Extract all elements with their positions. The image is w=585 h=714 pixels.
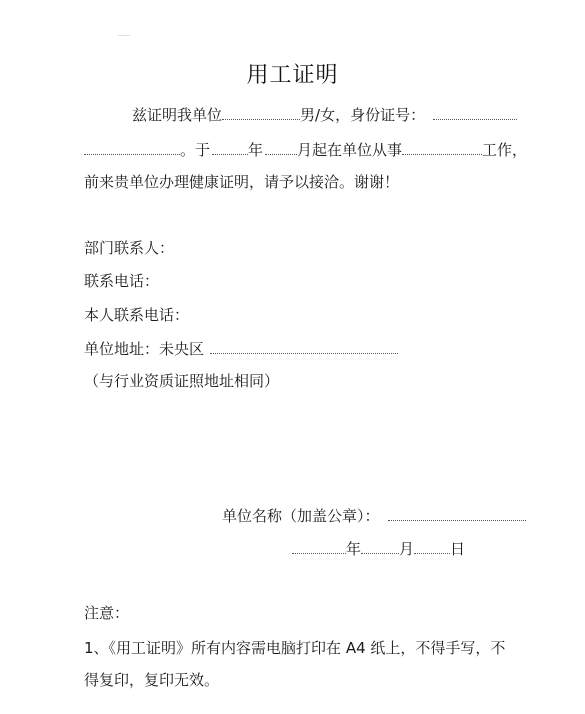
name-blank	[84, 139, 180, 155]
date-line	[292, 538, 465, 558]
body-line-3: 前来贵单位办理健康证明，请予以接洽。谢谢！	[84, 173, 400, 191]
contact-phone-label: 联系电话：	[84, 272, 160, 290]
unit-blank	[222, 104, 300, 120]
date-day-text: 日	[450, 540, 466, 558]
month-blank	[265, 139, 297, 155]
notice-line-1: 1、《用工证明》所有内容需电脑打印在 A4 纸上，不得手写，不	[84, 639, 506, 657]
date-month-blank	[361, 538, 399, 554]
date-month-text: 月	[399, 540, 415, 558]
address-label: 单位地址：	[84, 340, 160, 358]
unit-name-label: 单位名称（加盖公章）：	[222, 507, 380, 525]
id-number-blank	[433, 104, 517, 120]
job-blank	[402, 139, 482, 155]
body-line-2	[84, 139, 527, 159]
body-line-1	[132, 104, 517, 124]
since-text: 。于	[180, 141, 211, 159]
unit-name-line	[222, 505, 526, 525]
year-text: 年	[248, 141, 264, 159]
unit-name-blank	[388, 505, 526, 521]
department-contact-label: 部门联系人：	[84, 239, 175, 257]
job-suffix-text: 工作，	[482, 141, 528, 159]
decorative-mark	[118, 35, 130, 36]
address-line	[84, 338, 398, 358]
address-value: 未央区	[159, 340, 205, 358]
document-title: 用工证明	[246, 63, 339, 88]
work-text: 月起在单位从事	[297, 141, 403, 159]
certify-text: 兹证明我单位	[132, 106, 223, 124]
gender-id-label: 男/女，身份证号：	[300, 106, 426, 124]
address-note: （与行业资质证照地址相同）	[84, 372, 280, 390]
date-day-blank	[414, 538, 450, 554]
notice-title: 注意：	[84, 604, 130, 622]
date-year-text: 年	[346, 540, 362, 558]
date-year-blank	[292, 538, 346, 554]
year-blank	[212, 139, 248, 155]
address-blank	[210, 338, 398, 354]
self-phone-label: 本人联系电话：	[84, 306, 190, 324]
notice-line-2: 得复印，复印无效。	[84, 671, 220, 689]
